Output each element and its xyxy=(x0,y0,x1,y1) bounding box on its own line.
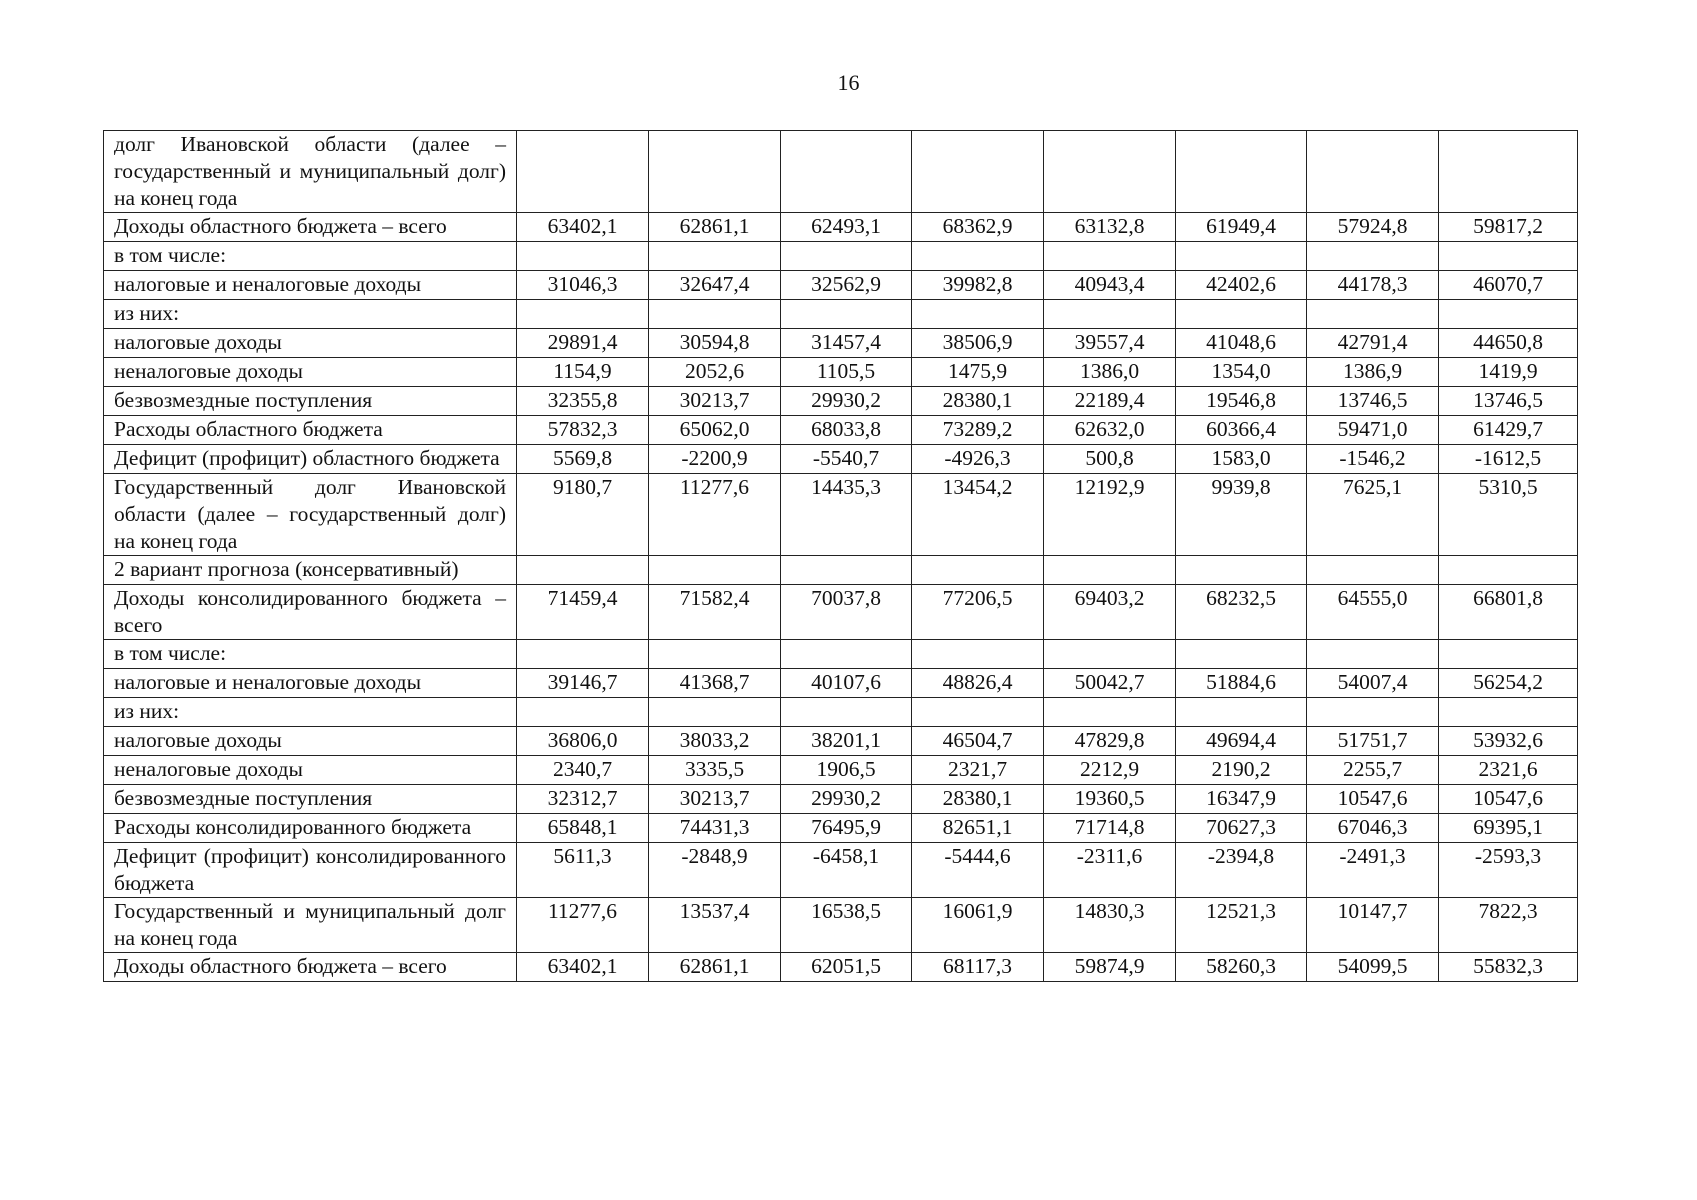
value-cell xyxy=(1176,698,1307,727)
value-cell xyxy=(1439,698,1578,727)
value-cell xyxy=(781,556,912,585)
row-label: Расходы консолидированного бюджета xyxy=(104,814,517,843)
value-cell xyxy=(1176,640,1307,669)
row-label: долг Ивановской области (далее – государственный и муниципальный долг) на конец года xyxy=(104,131,517,213)
value-cell: 1386,9 xyxy=(1307,358,1439,387)
value-cell xyxy=(1439,556,1578,585)
value-cell xyxy=(912,698,1044,727)
value-cell xyxy=(1307,556,1439,585)
value-cell: 62861,1 xyxy=(649,953,781,982)
row-label: в том числе: xyxy=(104,640,517,669)
value-cell: 29930,2 xyxy=(781,785,912,814)
value-cell: 77206,5 xyxy=(912,585,1044,640)
value-cell: 30213,7 xyxy=(649,785,781,814)
value-cell: 68232,5 xyxy=(1176,585,1307,640)
value-cell: 71459,4 xyxy=(517,585,649,640)
value-cell: 63402,1 xyxy=(517,213,649,242)
value-cell: 44650,8 xyxy=(1439,329,1578,358)
value-cell xyxy=(649,556,781,585)
value-cell xyxy=(517,300,649,329)
value-cell: -2311,6 xyxy=(1044,843,1176,898)
value-cell: 46504,7 xyxy=(912,727,1044,756)
value-cell: 32355,8 xyxy=(517,387,649,416)
value-cell: 50042,7 xyxy=(1044,669,1176,698)
value-cell: 70037,8 xyxy=(781,585,912,640)
value-cell: -2848,9 xyxy=(649,843,781,898)
value-cell xyxy=(912,640,1044,669)
page-number: 16 xyxy=(837,70,860,95)
value-cell xyxy=(1044,556,1176,585)
value-cell: 2340,7 xyxy=(517,756,649,785)
value-cell xyxy=(912,300,1044,329)
table-row xyxy=(104,474,1578,556)
value-cell: 31457,4 xyxy=(781,329,912,358)
value-cell: 38201,1 xyxy=(781,727,912,756)
value-cell: 64555,0 xyxy=(1307,585,1439,640)
value-cell xyxy=(649,242,781,271)
value-cell: 56254,2 xyxy=(1439,669,1578,698)
table-row xyxy=(104,387,1578,416)
value-cell: 38506,9 xyxy=(912,329,1044,358)
value-cell: 16538,5 xyxy=(781,898,912,953)
value-cell: 59471,0 xyxy=(1307,416,1439,445)
value-cell: 7822,3 xyxy=(1439,898,1578,953)
table-row xyxy=(104,585,1578,640)
value-cell: 29930,2 xyxy=(781,387,912,416)
value-cell: 40943,4 xyxy=(1044,271,1176,300)
row-label: налоговые и неналоговые доходы xyxy=(104,669,517,698)
value-cell xyxy=(1176,242,1307,271)
value-cell: 63132,8 xyxy=(1044,213,1176,242)
value-cell: 49694,4 xyxy=(1176,727,1307,756)
value-cell: 41368,7 xyxy=(649,669,781,698)
value-cell xyxy=(1307,698,1439,727)
value-cell: 16061,9 xyxy=(912,898,1044,953)
value-cell: -2593,3 xyxy=(1439,843,1578,898)
value-cell xyxy=(781,131,912,213)
value-cell: 5310,5 xyxy=(1439,474,1578,556)
value-cell: 63402,1 xyxy=(517,953,649,982)
value-cell: 13454,2 xyxy=(912,474,1044,556)
row-label: безвозмездные поступления xyxy=(104,387,517,416)
value-cell xyxy=(781,698,912,727)
value-cell: -2394,8 xyxy=(1176,843,1307,898)
value-cell xyxy=(912,131,1044,213)
value-cell: 66801,8 xyxy=(1439,585,1578,640)
value-cell: 1583,0 xyxy=(1176,445,1307,474)
value-cell: 82651,1 xyxy=(912,814,1044,843)
value-cell xyxy=(517,131,649,213)
value-cell xyxy=(1044,698,1176,727)
table-row xyxy=(104,843,1578,898)
value-cell: 39557,4 xyxy=(1044,329,1176,358)
table-row xyxy=(104,698,1578,727)
value-cell: 55832,3 xyxy=(1439,953,1578,982)
value-cell: 11277,6 xyxy=(649,474,781,556)
value-cell: 42791,4 xyxy=(1307,329,1439,358)
value-cell xyxy=(781,300,912,329)
row-label: налоговые доходы xyxy=(104,329,517,358)
value-cell: 30213,7 xyxy=(649,387,781,416)
value-cell: 2255,7 xyxy=(1307,756,1439,785)
value-cell: 10547,6 xyxy=(1439,785,1578,814)
row-label: безвозмездные поступления xyxy=(104,785,517,814)
value-cell xyxy=(1176,300,1307,329)
value-cell: -2200,9 xyxy=(649,445,781,474)
value-cell xyxy=(517,242,649,271)
value-cell: 73289,2 xyxy=(912,416,1044,445)
value-cell xyxy=(1307,131,1439,213)
value-cell: 14830,3 xyxy=(1044,898,1176,953)
value-cell xyxy=(517,698,649,727)
value-cell: 5569,8 xyxy=(517,445,649,474)
row-label: в том числе: xyxy=(104,242,517,271)
row-label: Доходы консолидированного бюджета – всего xyxy=(104,585,517,640)
value-cell xyxy=(1439,242,1578,271)
value-cell: 62632,0 xyxy=(1044,416,1176,445)
value-cell: 2212,9 xyxy=(1044,756,1176,785)
value-cell: 59817,2 xyxy=(1439,213,1578,242)
value-cell: 68362,9 xyxy=(912,213,1044,242)
value-cell: 68033,8 xyxy=(781,416,912,445)
value-cell: 42402,6 xyxy=(1176,271,1307,300)
value-cell xyxy=(1307,300,1439,329)
value-cell xyxy=(1307,640,1439,669)
value-cell: 9180,7 xyxy=(517,474,649,556)
value-cell: -6458,1 xyxy=(781,843,912,898)
table-row xyxy=(104,814,1578,843)
value-cell: 48826,4 xyxy=(912,669,1044,698)
value-cell: 13746,5 xyxy=(1307,387,1439,416)
table-row xyxy=(104,556,1578,585)
value-cell: 69395,1 xyxy=(1439,814,1578,843)
value-cell: 28380,1 xyxy=(912,387,1044,416)
value-cell: 65062,0 xyxy=(649,416,781,445)
value-cell xyxy=(912,242,1044,271)
value-cell: 5611,3 xyxy=(517,843,649,898)
value-cell xyxy=(517,640,649,669)
table-row xyxy=(104,669,1578,698)
value-cell: 62051,5 xyxy=(781,953,912,982)
value-cell xyxy=(1439,300,1578,329)
value-cell: 71582,4 xyxy=(649,585,781,640)
value-cell: 13746,5 xyxy=(1439,387,1578,416)
value-cell: 14435,3 xyxy=(781,474,912,556)
value-cell: 32312,7 xyxy=(517,785,649,814)
value-cell: 46070,7 xyxy=(1439,271,1578,300)
value-cell: -5540,7 xyxy=(781,445,912,474)
value-cell xyxy=(649,300,781,329)
row-label: Государственный и муниципальный долг на конец года xyxy=(104,898,517,953)
value-cell: 53932,6 xyxy=(1439,727,1578,756)
value-cell: -4926,3 xyxy=(912,445,1044,474)
value-cell: 2321,7 xyxy=(912,756,1044,785)
value-cell xyxy=(1044,242,1176,271)
table-row xyxy=(104,131,1578,213)
row-label: Расходы областного бюджета xyxy=(104,416,517,445)
value-cell: 32647,4 xyxy=(649,271,781,300)
value-cell: 41048,6 xyxy=(1176,329,1307,358)
row-label: Дефицит (профицит) консолидированного бюджета xyxy=(104,843,517,898)
value-cell: 62493,1 xyxy=(781,213,912,242)
value-cell: 2190,2 xyxy=(1176,756,1307,785)
value-cell: 29891,4 xyxy=(517,329,649,358)
value-cell: 36806,0 xyxy=(517,727,649,756)
value-cell xyxy=(649,640,781,669)
value-cell: 44178,3 xyxy=(1307,271,1439,300)
table-row xyxy=(104,727,1578,756)
value-cell: 61949,4 xyxy=(1176,213,1307,242)
value-cell: 9939,8 xyxy=(1176,474,1307,556)
value-cell: 2321,6 xyxy=(1439,756,1578,785)
value-cell: 11277,6 xyxy=(517,898,649,953)
value-cell xyxy=(781,242,912,271)
table-row xyxy=(104,953,1578,982)
table-row xyxy=(104,640,1578,669)
value-cell xyxy=(1307,242,1439,271)
value-cell: 61429,7 xyxy=(1439,416,1578,445)
value-cell: 32562,9 xyxy=(781,271,912,300)
value-cell: 60366,4 xyxy=(1176,416,1307,445)
value-cell: 38033,2 xyxy=(649,727,781,756)
row-label: Доходы областного бюджета – всего xyxy=(104,953,517,982)
value-cell: 1906,5 xyxy=(781,756,912,785)
value-cell: 19360,5 xyxy=(1044,785,1176,814)
table-row xyxy=(104,329,1578,358)
table-row xyxy=(104,242,1578,271)
value-cell: 28380,1 xyxy=(912,785,1044,814)
value-cell: 7625,1 xyxy=(1307,474,1439,556)
value-cell: 31046,3 xyxy=(517,271,649,300)
row-label: Доходы областного бюджета – всего xyxy=(104,213,517,242)
value-cell: 65848,1 xyxy=(517,814,649,843)
value-cell: 57924,8 xyxy=(1307,213,1439,242)
row-label: Дефицит (профицит) областного бюджета xyxy=(104,445,517,474)
value-cell: 67046,3 xyxy=(1307,814,1439,843)
row-label: из них: xyxy=(104,698,517,727)
value-cell: 1154,9 xyxy=(517,358,649,387)
value-cell xyxy=(1176,131,1307,213)
value-cell: 57832,3 xyxy=(517,416,649,445)
value-cell xyxy=(649,698,781,727)
value-cell: 16347,9 xyxy=(1176,785,1307,814)
table-row xyxy=(104,271,1578,300)
value-cell xyxy=(517,556,649,585)
value-cell: 2052,6 xyxy=(649,358,781,387)
row-label: налоговые доходы xyxy=(104,727,517,756)
table-row xyxy=(104,756,1578,785)
row-label: неналоговые доходы xyxy=(104,756,517,785)
value-cell: 1354,0 xyxy=(1176,358,1307,387)
value-cell: 68117,3 xyxy=(912,953,1044,982)
table-row xyxy=(104,213,1578,242)
value-cell: 62861,1 xyxy=(649,213,781,242)
row-label: из них: xyxy=(104,300,517,329)
table-row xyxy=(104,785,1578,814)
value-cell: 13537,4 xyxy=(649,898,781,953)
table-row xyxy=(104,416,1578,445)
value-cell: -2491,3 xyxy=(1307,843,1439,898)
table-body xyxy=(104,131,1578,982)
value-cell: 10147,7 xyxy=(1307,898,1439,953)
value-cell: 39982,8 xyxy=(912,271,1044,300)
table-row xyxy=(104,898,1578,953)
value-cell xyxy=(1439,640,1578,669)
value-cell xyxy=(912,556,1044,585)
value-cell xyxy=(781,640,912,669)
value-cell xyxy=(1044,131,1176,213)
value-cell: 69403,2 xyxy=(1044,585,1176,640)
value-cell: 1475,9 xyxy=(912,358,1044,387)
table-row xyxy=(104,445,1578,474)
value-cell: 51884,6 xyxy=(1176,669,1307,698)
value-cell: 12521,3 xyxy=(1176,898,1307,953)
value-cell xyxy=(1176,556,1307,585)
value-cell: 76495,9 xyxy=(781,814,912,843)
value-cell: 59874,9 xyxy=(1044,953,1176,982)
table-row xyxy=(104,358,1578,387)
value-cell xyxy=(1044,300,1176,329)
value-cell xyxy=(649,131,781,213)
row-label: неналоговые доходы xyxy=(104,358,517,387)
value-cell: 47829,8 xyxy=(1044,727,1176,756)
value-cell: 58260,3 xyxy=(1176,953,1307,982)
value-cell: -5444,6 xyxy=(912,843,1044,898)
row-label: 2 вариант прогноза (консервативный) xyxy=(104,556,517,585)
value-cell: 1386,0 xyxy=(1044,358,1176,387)
row-label: налоговые и неналоговые доходы xyxy=(104,271,517,300)
value-cell xyxy=(1044,640,1176,669)
value-cell: 10547,6 xyxy=(1307,785,1439,814)
value-cell: -1612,5 xyxy=(1439,445,1578,474)
value-cell: 30594,8 xyxy=(649,329,781,358)
value-cell: 1419,9 xyxy=(1439,358,1578,387)
row-label: Государственный долг Ивановской области (далее – государственный долг) на конец года xyxy=(104,474,517,556)
value-cell: 54099,5 xyxy=(1307,953,1439,982)
value-cell: 54007,4 xyxy=(1307,669,1439,698)
value-cell: 51751,7 xyxy=(1307,727,1439,756)
value-cell: 71714,8 xyxy=(1044,814,1176,843)
budget-forecast-table xyxy=(103,130,1578,982)
value-cell: 40107,6 xyxy=(781,669,912,698)
value-cell: -1546,2 xyxy=(1307,445,1439,474)
value-cell: 1105,5 xyxy=(781,358,912,387)
table-row xyxy=(104,300,1578,329)
value-cell: 39146,7 xyxy=(517,669,649,698)
value-cell: 70627,3 xyxy=(1176,814,1307,843)
value-cell: 19546,8 xyxy=(1176,387,1307,416)
value-cell: 12192,9 xyxy=(1044,474,1176,556)
value-cell: 22189,4 xyxy=(1044,387,1176,416)
value-cell: 74431,3 xyxy=(649,814,781,843)
value-cell: 500,8 xyxy=(1044,445,1176,474)
value-cell: 3335,5 xyxy=(649,756,781,785)
value-cell xyxy=(1439,131,1578,213)
